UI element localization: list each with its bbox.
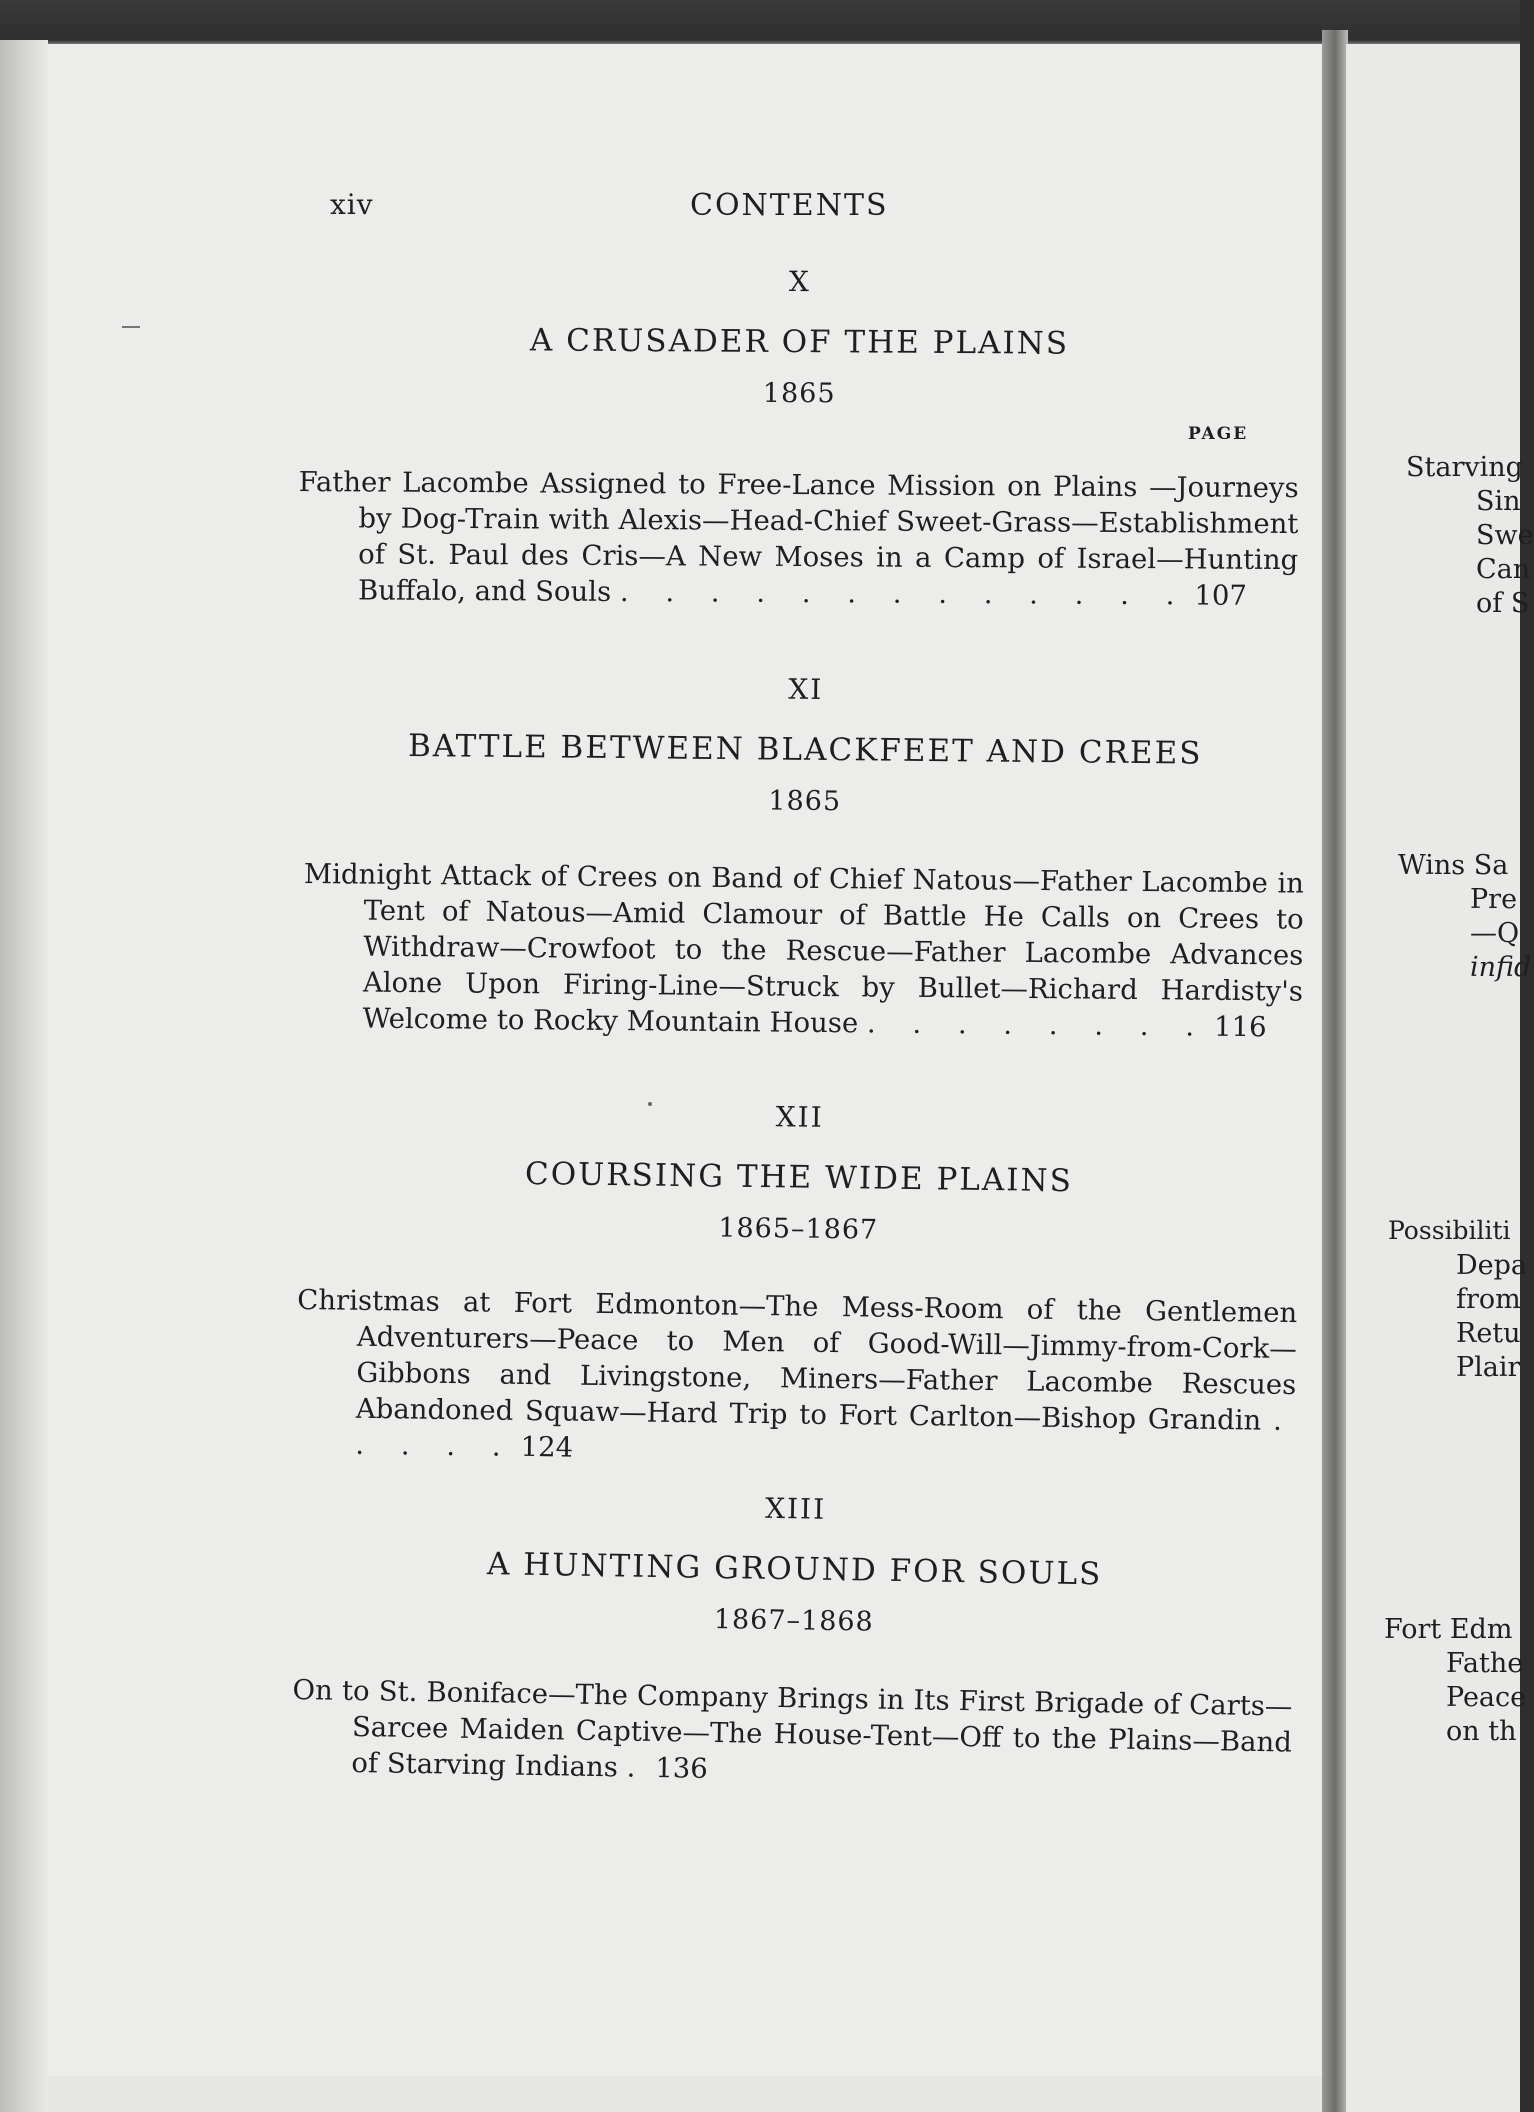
page-number: 116 bbox=[1213, 1010, 1267, 1044]
facing-page-line: Sin bbox=[1476, 486, 1521, 517]
facing-page-line: Retu bbox=[1456, 1318, 1521, 1349]
chapter-entry bbox=[295, 1094, 1298, 1475]
facing-page-line: —Q bbox=[1470, 918, 1520, 949]
page-number: 136 bbox=[655, 1751, 709, 1785]
chapter-title: A HUNTING GROUND FOR SOULS bbox=[486, 1546, 1103, 1593]
print-speck bbox=[648, 1102, 652, 1106]
chapter-summary bbox=[295, 1282, 1297, 1475]
summary-text: On to St. Boniface—The Company Brings in Its First Brigade of Carts—Sarcee Maiden Captive—The House-Tent—Off to the Plains—Band of Starving Indians bbox=[292, 1673, 1293, 1784]
chapter-summary bbox=[298, 464, 1299, 614]
page-folio: xiv bbox=[330, 188, 374, 221]
chapter-summary bbox=[291, 1672, 1293, 1797]
facing-page-line: on th bbox=[1446, 1716, 1517, 1747]
chapter-year: 1867–1868 bbox=[713, 1603, 875, 1638]
chapter-numeral: X bbox=[788, 264, 811, 299]
facing-page-line: Starving bbox=[1406, 452, 1523, 483]
facing-page-line: Wins Sa bbox=[1398, 850, 1509, 881]
chapter-title: COURSING THE WIDE PLAINS bbox=[524, 1155, 1074, 1200]
facing-page-line: of S bbox=[1476, 588, 1530, 619]
summary-text: Midnight Attack of Crees on Band of Chief Natous—Father Lacombe in Tent of Natous—Amid Clamour of Battle He Calls on Crees to Withdraw—Crowfoot to the Rescue—Father Lacombe Advances Alone Upon Firing-Line—Struck by Bullet—Richard Hardisty's Welcome to Rocky Mountain House bbox=[303, 857, 1305, 1040]
facing-page-line: Fathe bbox=[1446, 1648, 1524, 1679]
facing-page-line: from bbox=[1456, 1284, 1521, 1315]
chapter-entry bbox=[302, 668, 1305, 1045]
running-head-title: CONTENTS bbox=[690, 188, 889, 223]
chapter-numeral: XIII bbox=[764, 1491, 827, 1526]
facing-page-line: Swe bbox=[1476, 520, 1534, 551]
dot-leader: . . . . . . . . . . . . . bbox=[619, 575, 1189, 612]
page-stack-edge bbox=[0, 40, 48, 2112]
summary-text: Christmas at Fort Edmonton—The Mess-Room of the Gentlemen Adventurers—Peace to Men of Good-Will—Jimmy-from-Cork—Gibbons and Livingstone, Miners—Father Lacombe Rescues Abandoned Squaw—Hard Trip to Fort Carlton—Bishop Grandin bbox=[297, 1283, 1298, 1437]
facing-page-line: Peace bbox=[1446, 1682, 1527, 1713]
stray-mark bbox=[122, 326, 140, 328]
chapter-summary bbox=[302, 856, 1304, 1046]
dot-leader: . . . . . . . . bbox=[866, 1007, 1209, 1043]
chapter-entry bbox=[291, 1484, 1293, 1796]
facing-page-line: Possibiliti bbox=[1388, 1216, 1511, 1245]
chapter-title: BATTLE BETWEEN BLACKFEET AND CREES bbox=[407, 727, 1203, 772]
chapter-numeral: XII bbox=[775, 1100, 824, 1134]
facing-page-line: infid bbox=[1470, 952, 1532, 983]
facing-page-line: Depa bbox=[1456, 1250, 1528, 1281]
facing-page bbox=[1346, 44, 1534, 2112]
page-number: 107 bbox=[1194, 579, 1248, 612]
chapter-title: A CRUSADER OF THE PLAINS bbox=[529, 322, 1070, 362]
dot-leader: . . . . . bbox=[355, 1404, 1297, 1463]
dot-leader: . bbox=[626, 1751, 650, 1784]
chapter-year: 1865–1867 bbox=[718, 1212, 879, 1246]
chapter-numeral: XI bbox=[788, 672, 824, 706]
chapter-entry bbox=[298, 262, 1299, 614]
facing-page-line: Can bbox=[1476, 554, 1531, 585]
page-column-label: PAGE bbox=[1188, 424, 1249, 444]
chapter-year: 1865 bbox=[762, 377, 836, 410]
book-gutter bbox=[1322, 30, 1348, 2112]
chapter-year: 1865 bbox=[768, 785, 842, 818]
facing-page-line: Plair bbox=[1456, 1352, 1521, 1383]
facing-page-line: Pre bbox=[1470, 884, 1518, 915]
summary-text: Father Lacombe Assigned to Free-Lance Mission on Plains —Journeys by Dog-Train with Alexis—Head-Chief Sweet-Grass—Establishment of St. Paul des Cris—A New Moses in a Camp of Israel—Hunting Buffalo, and Souls bbox=[298, 465, 1299, 608]
page-number: 124 bbox=[520, 1430, 574, 1464]
facing-page-line: Fort Edm bbox=[1384, 1614, 1513, 1645]
